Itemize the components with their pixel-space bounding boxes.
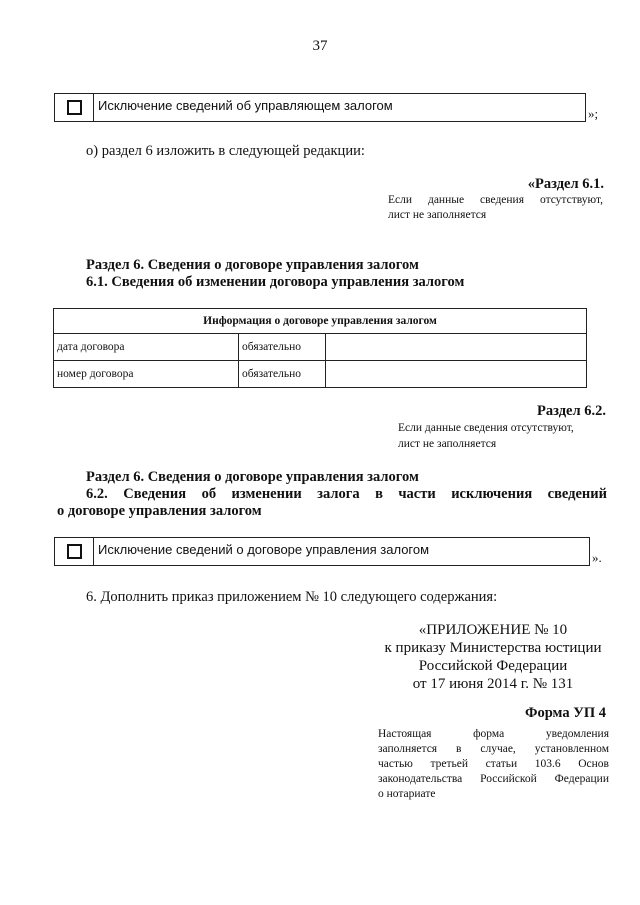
section-6-1-note-line1: Если данные сведения отсутствуют, — [388, 194, 603, 206]
exclusion-contract-label: Исключение сведений о договоре управления залогом — [98, 542, 430, 557]
section-6-2-note-line1: Если данные сведения отсутствуют, — [398, 422, 574, 434]
checkbox-icon[interactable] — [67, 100, 82, 115]
row-status: обязательно — [239, 334, 326, 361]
table-row — [54, 361, 587, 388]
checkbox-icon[interactable] — [67, 544, 82, 559]
checkbox-cell — [55, 538, 94, 565]
form-description — [378, 727, 609, 802]
table-header: Информация о договоре управления залогом — [54, 309, 587, 334]
appendix-line3: Российской Федерации — [418, 658, 568, 674]
heading-word: в — [375, 486, 383, 502]
section-6-2-heading-line2: о договоре управления залогом — [57, 503, 262, 519]
exclusion-manager-label: Исключение сведений об управляющем залогом — [98, 98, 393, 113]
form-line: Настоящая форма уведомления — [378, 728, 609, 740]
row-label: номер договора — [54, 361, 239, 388]
form-line: заполняется в случае, установленном — [378, 743, 609, 755]
checkbox-cell — [55, 94, 94, 121]
paragraph-6: 6. Дополнить приказ приложением № 10 следующего содержания: — [86, 589, 498, 605]
appendix-line4: от 17 июня 2014 г. № 131 — [412, 676, 574, 692]
section-6-heading-2: Раздел 6. Сведения о договоре управления залогом — [86, 469, 419, 485]
page-number: 37 — [312, 38, 328, 54]
section-6-heading: Раздел 6. Сведения о договоре управления залогом — [86, 257, 419, 273]
appendix-block — [378, 621, 608, 693]
closing-quote-2: ». — [592, 550, 602, 565]
section-6-1-note-line2: лист не заполняется — [388, 209, 487, 221]
contract-info-table — [53, 308, 587, 388]
heading-word: сведений — [547, 486, 607, 502]
section-6-2-note-line2: лист не заполняется — [398, 438, 497, 450]
form-line: частью третьей статьи 103.6 Основ — [378, 758, 609, 770]
paragraph-o: о) раздел 6 изложить в следующей редакции: — [86, 143, 365, 159]
section-6-1-ref-title: «Раздел 6.1. — [527, 176, 604, 192]
section-6-1-heading: 6.1. Сведения об изменении договора управления залогом — [86, 274, 465, 290]
table-row — [54, 334, 587, 361]
appendix-line2: к приказу Министерства юстиции — [384, 640, 602, 656]
exclusion-contract-row — [54, 537, 590, 566]
heading-word: залога — [317, 486, 360, 502]
closing-quote: »; — [588, 106, 599, 121]
appendix-line1: «ПРИЛОЖЕНИЕ № 10 — [418, 622, 568, 638]
row-status: обязательно — [239, 361, 326, 388]
row-value[interactable] — [326, 361, 587, 388]
heading-word: изменении — [231, 486, 302, 502]
heading-word: об — [201, 486, 217, 502]
form-title: Форма УП 4 — [525, 705, 606, 721]
heading-word: Сведения — [123, 486, 187, 502]
section-6-2-heading-line1 — [86, 486, 607, 503]
form-line: законодательства Российской Федерации — [378, 773, 609, 785]
row-label: дата договора — [54, 334, 239, 361]
heading-word: части — [398, 486, 436, 502]
form-line: о нотариате — [378, 788, 436, 800]
heading-word: исключения — [451, 486, 533, 502]
heading-word: 6.2. — [86, 486, 108, 502]
exclusion-manager-row — [54, 93, 586, 122]
section-6-2-ref-title: Раздел 6.2. — [537, 403, 606, 419]
row-value[interactable] — [326, 334, 587, 361]
